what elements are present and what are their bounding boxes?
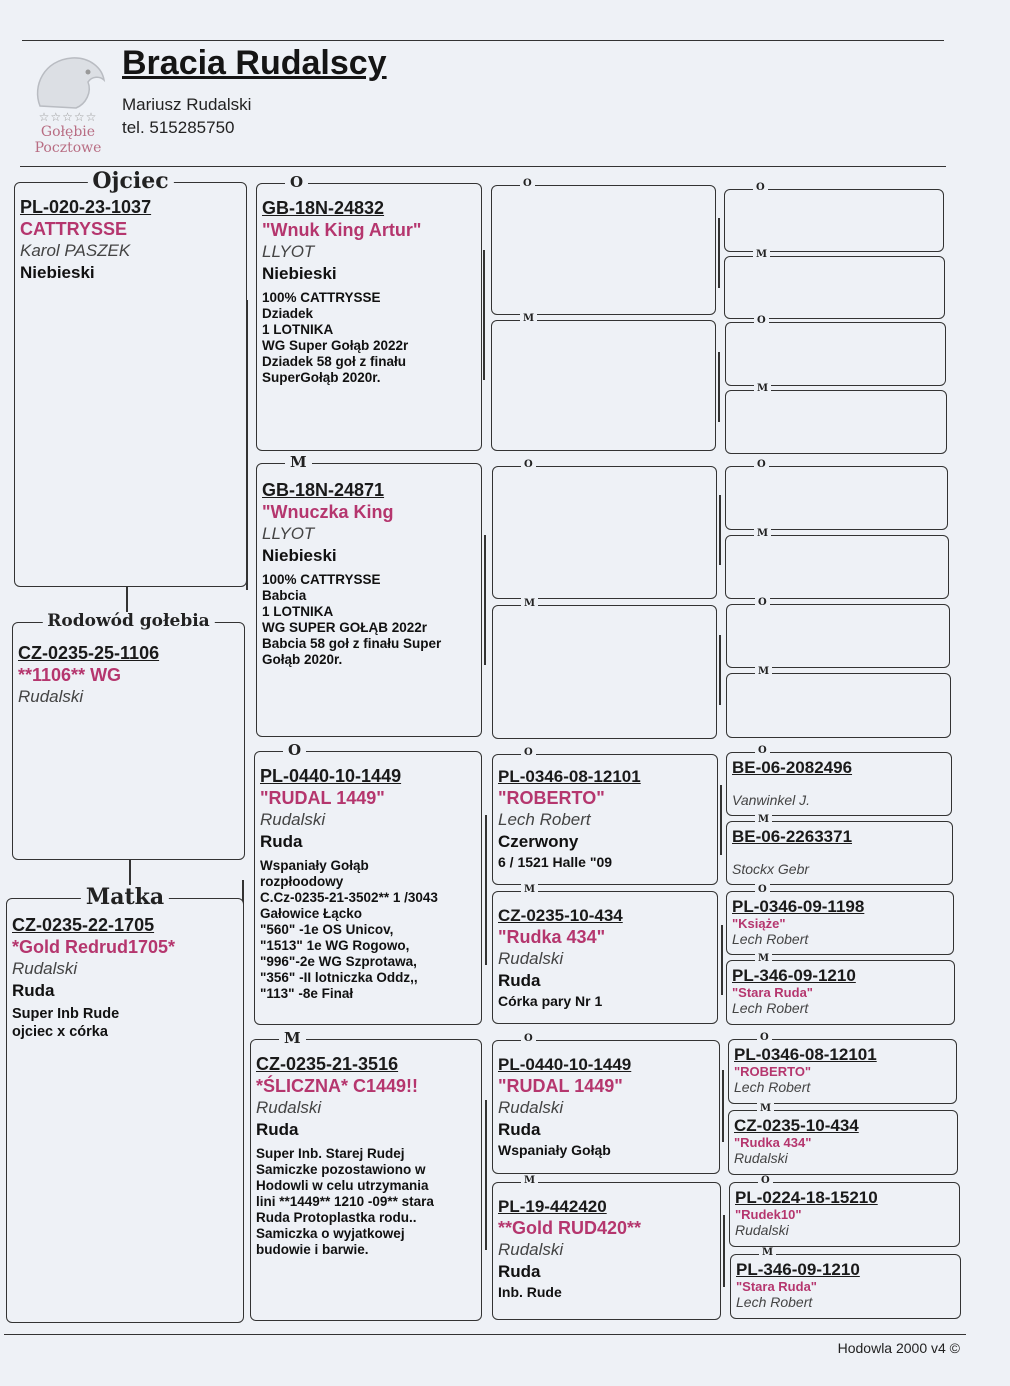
mmm-owner: Rudalski	[498, 1240, 564, 1259]
mother-owner: Rudalski	[12, 959, 78, 978]
mmm-ring: PL-19-442420	[498, 1197, 607, 1216]
g4-card-4-label: M	[755, 953, 772, 965]
g4-empty-5	[725, 459, 948, 530]
g4-card-1-label: O	[755, 745, 770, 757]
g4-card-2-label: M	[755, 814, 772, 826]
mmf-desc: Wspaniały Gołąb	[498, 1142, 611, 1158]
mff-owner: Lech Robert	[498, 810, 591, 829]
g4-empty-7	[726, 597, 950, 668]
g4-card-3-name: "Książe"	[732, 916, 786, 931]
ff-owner: LLYOT	[262, 242, 315, 261]
g4-card-3-owner: Lech Robert	[732, 931, 809, 947]
g4-empty-6-label: M	[754, 528, 771, 540]
owner-name: Mariusz Rudalski	[122, 95, 252, 114]
mmm-color: Ruda	[498, 1262, 541, 1281]
g3-empty-3	[492, 459, 717, 599]
mmf-card[interactable]	[492, 1033, 720, 1174]
g4-empty-3-label: O	[754, 315, 769, 327]
mf-ring: PL-0440-10-1449	[260, 766, 402, 786]
mother-desc: Super Inb Rude ojciec x córka	[12, 1006, 120, 1040]
g4-card-3-label: O	[755, 884, 770, 896]
connector	[718, 218, 720, 288]
mfm-color: Ruda	[498, 971, 541, 990]
g4-card-6-label: M	[757, 1103, 774, 1115]
father-card[interactable]	[14, 168, 247, 587]
mm-color: Ruda	[256, 1120, 299, 1139]
connector	[485, 1100, 487, 1250]
mmf-color: Ruda	[498, 1120, 541, 1139]
g4-empty-7-label: O	[755, 597, 770, 609]
mother-color: Ruda	[12, 981, 55, 1000]
g4-empty-2	[724, 249, 945, 319]
connector	[485, 815, 487, 965]
father-ring: PL-020-23-1037	[20, 197, 152, 217]
mm-desc: Super Inb. Starej Rudej Samiczke pozostawiono w Hodowli w celu utrzymania lini **1449** 1210 -09** stara Ruda Protoplastka rodu.. Samiczka o wyjatkowej budowie i barwie.	[256, 1146, 434, 1257]
footer-rule	[4, 1334, 966, 1335]
mff-color: Czerwony	[498, 832, 579, 851]
fm-desc: 100% CATTRYSSE Babcia 1 LOTNIKA WG SUPER GOŁĄB 2022r Babcia 58 goł z finału Super Gołąb 2020r.	[262, 572, 442, 667]
g3-empty-2-label: M	[520, 313, 537, 325]
father-label: Ojciec	[87, 169, 173, 193]
fm-ring: GB-18N-24871	[262, 480, 385, 500]
subject-ring: CZ-0235-25-1106	[18, 643, 160, 663]
mfm-name: "Rudka 434"	[498, 927, 606, 947]
mm-label: M	[279, 1029, 306, 1047]
g4-card-5-ring: PL-0346-08-12101	[734, 1045, 877, 1064]
g4-card-2-owner: Stockx Gebr	[732, 861, 810, 877]
mff-ring: PL-0346-08-12101	[498, 767, 641, 786]
g3-empty-1-label: O	[520, 178, 535, 190]
mf-card[interactable]	[254, 741, 482, 1025]
mother-card[interactable]	[6, 884, 244, 1323]
fm-name: "Wnuczka King	[262, 502, 394, 522]
g4-card-6[interactable]	[728, 1103, 958, 1175]
mmf-ring: PL-0440-10-1449	[498, 1055, 632, 1074]
g4-card-7-name: "Rudek10"	[735, 1207, 802, 1222]
mff-name: "ROBERTO"	[498, 788, 605, 808]
connector	[718, 352, 720, 422]
mf-desc: Wspaniały Gołąb rozpłoodowy C.Cz-0235-21-3502** 1 /3043 Gałowice Łącko "560" -1e OS Unicov, "1513" 1e WG Rogowo, "996"-2e WG Szprotawa, "356" -II lotniczka Oddz,, "113" -8e Finał	[260, 858, 438, 1001]
connector	[719, 495, 721, 565]
logo-text-2: Pocztowe	[34, 140, 102, 156]
g4-empty-2-label: M	[753, 249, 770, 261]
g4-card-8[interactable]	[730, 1247, 961, 1319]
pedigree-label: Rodowód gołebia	[42, 612, 214, 630]
g4-card-1-ring: BE-06-2082496	[732, 758, 853, 777]
ff-color: Niebieski	[262, 264, 337, 283]
g3-empty-2	[491, 313, 716, 451]
g4-empty-3	[725, 315, 946, 386]
g4-card-4[interactable]	[726, 953, 955, 1025]
ff-ring: GB-18N-24832	[262, 198, 385, 218]
g4-card-5-owner: Lech Robert	[734, 1079, 811, 1095]
ff-label: O	[285, 173, 308, 191]
ff-desc: 100% CATTRYSSE Dziadek 1 LOTNIKA WG Super Gołąb 2022r Dziadek 58 goł z finału SuperGołąb 2020r.	[262, 290, 409, 385]
g4-card-6-ring: CZ-0235-10-434	[734, 1116, 859, 1135]
g4-card-3-ring: PL-0346-09-1198	[732, 897, 865, 916]
connector	[126, 586, 128, 612]
mfm-ring: CZ-0235-10-434	[498, 906, 623, 925]
g4-card-7-label: O	[758, 1175, 773, 1187]
g4-empty-4	[725, 383, 947, 454]
mff-desc: 6 / 1521 Halle "09	[498, 854, 613, 870]
g4-card-8-owner: Lech Robert	[736, 1294, 813, 1310]
g4-card-5-label: O	[757, 1032, 772, 1044]
g4-card-4-name: "Stara Ruda"	[732, 985, 813, 1000]
owner-phone: tel. 515285750	[122, 118, 235, 137]
mmf-owner: Rudalski	[498, 1098, 564, 1117]
connector	[719, 635, 721, 705]
g3-empty-1	[491, 178, 716, 315]
mmm-name: **Gold RUD420**	[498, 1218, 642, 1238]
connector	[721, 925, 723, 995]
connector	[483, 250, 485, 380]
mfm-label: M	[521, 884, 538, 896]
header-rule	[20, 166, 946, 167]
g4-empty-1-label: O	[753, 182, 768, 194]
mmf-label: O	[521, 1033, 536, 1045]
g3-empty-4	[492, 598, 717, 739]
g4-card-4-ring: PL-346-09-1210	[732, 966, 856, 985]
g4-card-4-owner: Lech Robert	[732, 1000, 809, 1016]
g4-card-5-name: "ROBERTO"	[734, 1064, 812, 1079]
father-owner: Karol PASZEK	[20, 241, 131, 260]
g4-empty-5-label: O	[754, 459, 769, 471]
mm-card[interactable]	[250, 1029, 482, 1321]
subject-card[interactable]	[12, 611, 245, 860]
g4-empty-8-label: M	[755, 666, 772, 678]
g4-card-1[interactable]	[726, 745, 952, 816]
mf-color: Ruda	[260, 832, 303, 851]
g4-empty-1	[724, 182, 944, 252]
pigeon-logo	[22, 46, 114, 158]
mother-label: Matka	[81, 885, 169, 909]
mf-owner: Rudalski	[260, 810, 326, 829]
mmf-name: "RUDAL 1449"	[498, 1076, 623, 1096]
fm-label: M	[285, 453, 312, 471]
g4-card-5[interactable]	[728, 1032, 957, 1104]
mmm-desc: Inb. Rude	[498, 1284, 562, 1300]
mfm-owner: Rudalski	[498, 949, 564, 968]
mm-name: *ŚLICZNA* C1449!!	[256, 1076, 419, 1096]
mf-label: O	[283, 741, 306, 759]
mfm-card[interactable]	[492, 884, 718, 1024]
subject-name: **1106** WG	[18, 665, 122, 685]
g4-card-7-ring: PL-0224-18-15210	[735, 1188, 878, 1207]
mff-label: O	[521, 747, 536, 759]
mm-ring: CZ-0235-21-3516	[256, 1054, 399, 1074]
top-rule	[22, 40, 944, 41]
father-color: Niebieski	[20, 263, 95, 282]
mmm-card[interactable]	[492, 1175, 721, 1320]
g4-card-7-owner: Rudalski	[735, 1222, 789, 1238]
pigeon-icon	[22, 46, 114, 116]
logo-stars: ☆☆☆☆☆	[38, 110, 98, 124]
g4-card-1-name	[732, 778, 947, 791]
ff-card[interactable]	[256, 173, 482, 451]
connector	[484, 535, 486, 665]
g4-empty-4-label: M	[754, 383, 771, 395]
logo-text-1: Gołębie	[40, 124, 96, 140]
fm-owner: LLYOT	[262, 524, 315, 543]
g4-card-1-owner: Vanwinkel J.	[732, 792, 811, 808]
ff-name: "Wnuk King Artur"	[262, 220, 422, 240]
g4-card-2[interactable]	[726, 814, 953, 885]
page-title: Bracia Rudalscy	[122, 44, 387, 82]
g4-empty-8	[726, 666, 951, 738]
g4-card-8-ring: PL-346-09-1210	[736, 1260, 860, 1279]
g4-card-6-owner: Rudalski	[734, 1150, 788, 1166]
g4-card-8-name: "Stara Ruda"	[736, 1279, 817, 1294]
g4-card-3[interactable]	[726, 884, 954, 955]
mm-owner: Rudalski	[256, 1098, 322, 1117]
g3-empty-4-label: M	[521, 598, 538, 610]
g4-card-7[interactable]	[729, 1175, 960, 1247]
g4-empty-6	[725, 528, 949, 599]
g4-card-2-ring: BE-06-2263371	[732, 827, 853, 846]
mfm-desc: Córka pary Nr 1	[498, 993, 603, 1009]
mmm-label: M	[521, 1175, 538, 1187]
connector	[720, 785, 722, 855]
father-name: CATTRYSSE	[20, 219, 128, 239]
g4-card-8-label: M	[759, 1247, 776, 1259]
fm-color: Niebieski	[262, 546, 337, 565]
mother-name: *Gold Redrud1705*	[12, 937, 176, 957]
fm-card[interactable]	[256, 453, 482, 737]
mf-name: "RUDAL 1449"	[260, 788, 385, 808]
footer-credit: Hodowla 2000 v4 ©	[837, 1340, 960, 1356]
connector	[723, 1215, 725, 1287]
subject-owner: Rudalski	[18, 687, 84, 706]
g3-empty-3-label: O	[521, 459, 536, 471]
mff-card[interactable]	[492, 747, 718, 885]
connector	[722, 1070, 724, 1142]
g4-card-6-name: "Rudka 434"	[734, 1135, 812, 1150]
mother-ring: CZ-0235-22-1705	[12, 915, 155, 935]
g4-card-2-name	[732, 847, 948, 860]
